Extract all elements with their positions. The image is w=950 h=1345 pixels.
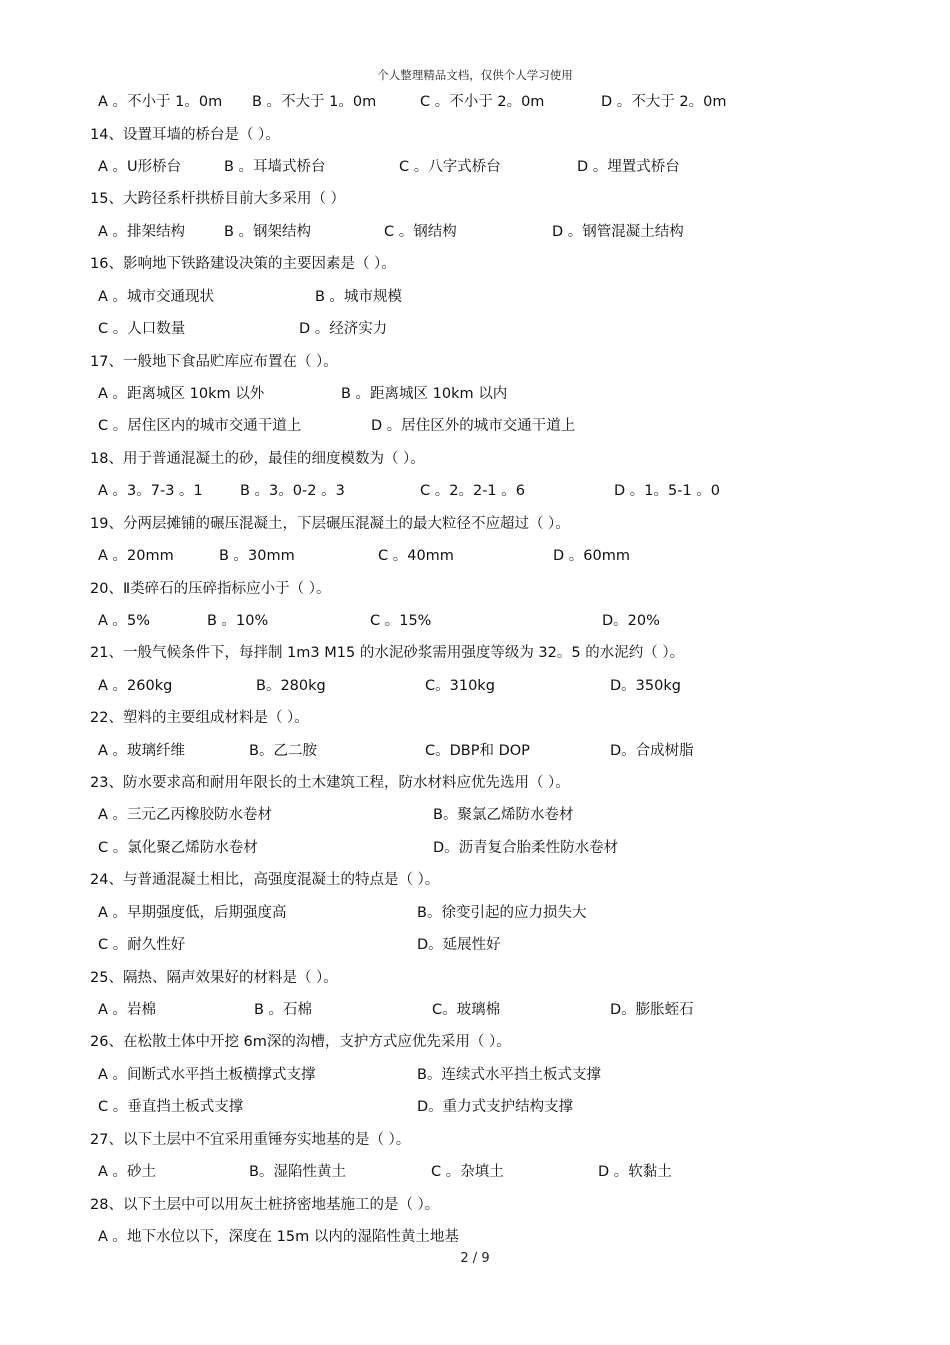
option-text: C。玻璃棉: [432, 1002, 501, 1018]
option-text: A 。距离城区 10km 以外: [98, 386, 265, 402]
option-line: [0, 903, 950, 923]
option-text: A 。5%: [98, 613, 151, 629]
option-text: A 。玻璃纤维: [98, 743, 186, 759]
option-line: [0, 1065, 950, 1085]
option-text: B 。距离城区 10km 以内: [341, 386, 508, 402]
option-text: A 。间断式水平挡土板横撑式支撑: [98, 1067, 316, 1083]
option-text: B 。城市规模: [315, 289, 403, 305]
option-text: D。合成树脂: [610, 743, 694, 759]
question-text: 14、设置耳墙的桥台是（ ）。: [90, 127, 280, 143]
option-text: A 。20mm: [98, 548, 174, 564]
option-line: [0, 546, 950, 566]
option-text: C 。八字式桥台: [399, 159, 501, 175]
option-line: [0, 92, 950, 112]
question-text: 18、用于普通混凝土的砂，最佳的细度模数为（ ）。: [90, 451, 425, 467]
option-line: [0, 319, 950, 339]
option-text: B。280kg: [256, 678, 326, 694]
option-text: A 。早期强度低，后期强度高: [98, 905, 287, 921]
option-text: D。重力式支护结构支撑: [417, 1099, 574, 1115]
option-line: [0, 481, 950, 501]
question-line: [0, 968, 950, 988]
option-text: A 。U形桥台: [98, 159, 182, 175]
option-text: B 。钢架结构: [224, 224, 312, 240]
question-line: [0, 352, 950, 372]
option-text: A 。排架结构: [98, 224, 186, 240]
option-text: C。310kg: [425, 678, 495, 694]
question-text: 19、分两层摊铺的碾压混凝土，下层碾压混凝土的最大粒径不应超过（ ）。: [90, 516, 570, 532]
option-text: D 。1。5-1 。0: [614, 483, 721, 499]
option-text: D 。软黏土: [598, 1164, 672, 1180]
question-text: 22、塑料的主要组成材料是（ ）。: [90, 710, 309, 726]
question-line: [0, 1195, 950, 1215]
option-line: [0, 676, 950, 696]
option-line: [0, 935, 950, 955]
option-text: C 。居住区内的城市交通干道上: [98, 418, 302, 434]
option-text: A 。地下水位以下，深度在 15m 以内的湿陷性黄土地基: [98, 1229, 459, 1245]
question-text: 26、在松散土体中开挖 6m深的沟槽，支护方式应优先采用（ ）。: [90, 1034, 511, 1050]
question-line: [0, 643, 950, 663]
question-line: [0, 773, 950, 793]
question-text: 15、大跨径系杆拱桥目前大多采用（ ）: [90, 191, 346, 207]
option-line: [0, 287, 950, 307]
option-text: A 。三元乙丙橡胶防水卷材: [98, 807, 273, 823]
question-line: [0, 579, 950, 599]
option-text: C 。40mm: [378, 548, 454, 564]
option-text: B 。30mm: [219, 548, 295, 564]
question-text: 23、防水要求高和耐用年限长的土木建筑工程，防水材料应优先选用（ ）。: [90, 775, 570, 791]
option-text: B 。耳墙式桥台: [224, 159, 326, 175]
option-text: D。20%: [602, 613, 660, 629]
option-text: A 。260kg: [98, 678, 173, 694]
option-line: [0, 1227, 950, 1247]
question-text: 17、一般地下食品贮库应布置在（ ）。: [90, 354, 338, 370]
option-text: D 。埋置式桥台: [577, 159, 680, 175]
option-line: [0, 611, 950, 631]
option-line: [0, 1000, 950, 1020]
question-text: 24、与普通混凝土相比，高强度混凝土的特点是（ ）。: [90, 872, 440, 888]
question-text: 25、隔热、隔声效果好的材料是（ ）。: [90, 970, 338, 986]
option-text: C 。不小于 2。0m: [420, 94, 545, 110]
option-text: B 。3。0-2 。3: [240, 483, 345, 499]
option-text: D 。经济实力: [299, 321, 388, 337]
option-text: C 。2。2-1 。6: [420, 483, 525, 499]
option-text: B。徐变引起的应力损失大: [417, 905, 587, 921]
option-line: [0, 1097, 950, 1117]
option-text: C。DBP和 DOP: [425, 743, 530, 759]
option-text: A 。砂土: [98, 1164, 157, 1180]
option-text: B 。10%: [207, 613, 269, 629]
option-text: D 。60mm: [553, 548, 630, 564]
option-text: B。聚氯乙烯防水卷材: [433, 807, 574, 823]
page-number: 2 / 9: [460, 1251, 490, 1266]
option-line: [0, 838, 950, 858]
option-line: [0, 805, 950, 825]
option-text: C 。氯化聚乙烯防水卷材: [98, 840, 258, 856]
option-text: A 。不小于 1。0m: [98, 94, 223, 110]
question-text: 28、以下土层中可以用灰土桩挤密地基施工的是（ ）。: [90, 1197, 440, 1213]
option-line: [0, 1162, 950, 1182]
question-text: 27、以下土层中不宜采用重锤夯实地基的是（ ）。: [90, 1132, 411, 1148]
option-text: B。湿陷性黄土: [249, 1164, 346, 1180]
option-text: D。沥青复合胎柔性防水卷材: [433, 840, 619, 856]
option-text: B。乙二胺: [249, 743, 317, 759]
page-header: 个人整理精品文档，仅供个人学习使用: [377, 68, 573, 82]
option-text: D 。居住区外的城市交通干道上: [371, 418, 576, 434]
option-line: [0, 157, 950, 177]
option-text: B。连续式水平挡土板式支撑: [417, 1067, 601, 1083]
option-line: [0, 384, 950, 404]
question-line: [0, 1032, 950, 1052]
option-text: D。膨胀蛭石: [610, 1002, 694, 1018]
option-line: [0, 741, 950, 761]
option-text: D 。不大于 2。0m: [601, 94, 727, 110]
question-line: [0, 189, 950, 209]
option-text: C 。杂填土: [431, 1164, 504, 1180]
question-line: [0, 125, 950, 145]
option-line: [0, 416, 950, 436]
option-text: A 。城市交通现状: [98, 289, 215, 305]
option-text: D 。钢管混凝土结构: [552, 224, 684, 240]
question-text: 20、Ⅱ类碎石的压碎指标应小于（ ）。: [90, 581, 331, 597]
question-line: [0, 708, 950, 728]
option-text: C 。15%: [370, 613, 432, 629]
option-text: C 。耐久性好: [98, 937, 186, 953]
option-text: C 。钢结构: [384, 224, 457, 240]
question-text: 21、一般气候条件下，每拌制 1m3 M15 的水泥砂浆需用强度等级为 32。5 的水泥约（ ）。: [90, 645, 685, 661]
option-text: D。350kg: [610, 678, 681, 694]
question-text: 16、影响地下铁路建设决策的主要因素是（ ）。: [90, 256, 396, 272]
option-text: B 。不大于 1。0m: [252, 94, 377, 110]
option-text: C 。人口数量: [98, 321, 186, 337]
question-line: [0, 514, 950, 534]
question-line: [0, 1130, 950, 1150]
option-line: [0, 222, 950, 242]
option-text: A 。岩棉: [98, 1002, 157, 1018]
question-line: [0, 449, 950, 469]
option-text: B 。石棉: [254, 1002, 313, 1018]
option-text: A 。3。7-3 。1: [98, 483, 203, 499]
option-text: D。延展性好: [417, 937, 501, 953]
option-text: C 。垂直挡土板式支撑: [98, 1099, 244, 1115]
question-line: [0, 254, 950, 274]
question-line: [0, 870, 950, 890]
